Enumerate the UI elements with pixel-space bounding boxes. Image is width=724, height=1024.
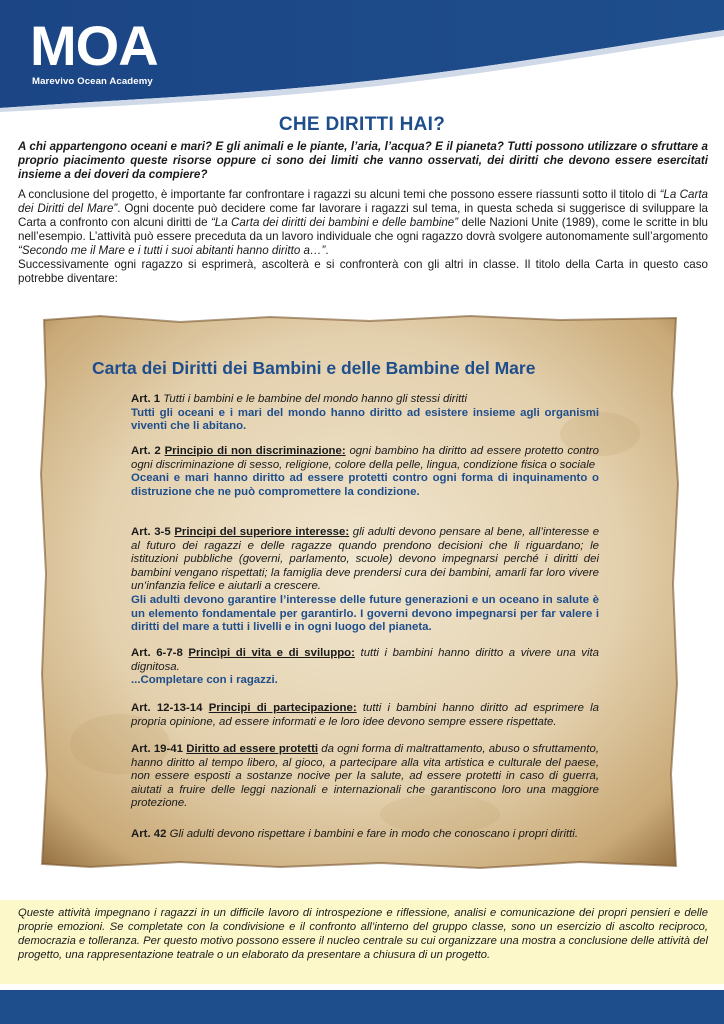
article-text: tutti i bambini hanno diritto ad esprimere la propria opinione, ad essere informati e le loro idee devono sempre essere rispettate. <box>131 702 600 728</box>
article-heading: Principi del superiore interesse: <box>174 526 350 538</box>
article-text: gli adulti devono pensare al bene, all’interesse e al futuro dei ragazzi e delle ragazze quando prendono decisioni che li riguardano; le istituzioni pubbliche (governi, parlamento, scuole) devono impegnarsi perché i diritti dei bambini vengano rispettati; la famiglia deve prendersi cura dei bambini, amarli far loro vivere un’infanzia felice e aiutarli a crescere. <box>131 526 600 593</box>
page-title: CHE DIRITTI HAI? <box>278 114 446 135</box>
article-number: Art. 2 <box>131 445 161 457</box>
intro-emphasis: “La Carta dei Diritti del Mare” <box>18 188 708 215</box>
article-number: Art. 1 <box>131 393 161 405</box>
charter-article-19-41 <box>131 743 599 811</box>
article-text: Tutti i bambini e le bambine del mondo hanno gli stessi diritti <box>163 393 467 405</box>
article-text: da ogni forma di maltrattamento, abuso o sfruttamento, hanno diritto al tempo libero, al gioco, a partecipare alla vita artistica e culturale del paese, non essere esposti a sostanze nocive per la salute, ad essere protetti in caso di guerra, aiutati a fruire delle leggi nazionali e internazionali che garantiscono loro una maggiore protezione. <box>131 743 600 810</box>
article-text: tutti i bambini hanno diritto a vivere una vita dignitosa. <box>131 647 599 673</box>
charter-article-2 <box>131 445 599 499</box>
article-heading: Princìpi di vita e di sviluppo: <box>188 647 355 659</box>
charter-article-42 <box>131 828 599 842</box>
logo-subtitle: Marevivo Ocean Academy <box>32 76 153 87</box>
article-sea-right: Oceani e mari hanno diritto ad essere protetti contro ogni forma di inquinamento o distruzione che ne può compromettere la condizione. <box>131 472 599 498</box>
article-heading: Diritto ad essere protetti <box>186 743 319 755</box>
logo-text: MOA <box>30 14 158 77</box>
intro-emphasis: “Secondo me il Mare e i tutti i suoi abitanti hanno diritto a…” <box>18 244 326 257</box>
article-sea-right: ...Completare con i ragazzi. <box>131 674 278 687</box>
intro-paragraph-1 <box>18 188 708 258</box>
intro-emphasis: “La Carta dei diritti dei bambini e delle bambine” <box>210 216 459 229</box>
charter-article-12-13-14 <box>131 702 599 729</box>
intro-text: delle Nazioni Unite (1989), come le scritte in blu nell’esempio. L’attività può essere preceduta da un lavoro individuale che ogni ragazzo dovrà svolgere autonomamente sull’argomento <box>18 216 708 243</box>
article-sea-right: Tutti gli oceani e i mari del mondo hanno diritto ad esistere insieme agli organismi viventi che li abitano. <box>131 406 599 433</box>
intro-text: . Ogni docente può decidere come far lavorare i ragazzi sul tema, in questa scheda si suggerisce di sviluppare la Carta a confronto con alcuni diritti de <box>18 202 708 229</box>
intro-paragraph-2: Successivamente ogni ragazzo si esprimerà, ascolterà e si confronterà con gli altri in classe. Il titolo della Carta in questo caso potrebbe diventare: <box>18 258 708 285</box>
article-number: Art. 12-13-14 <box>131 702 203 714</box>
article-text: Gli adulti devono rispettare i bambini e fare in modo che conoscano i propri diritti. <box>169 828 579 840</box>
article-sea-right: Gli adulti devono garantire l’interesse delle future generazioni e un oceano in salute è un elemento fondamentale per garantirlo. I governi devono impegnarsi per far valere i diritti del mare a tutti i livelli e in ogni luogo del pianeta. <box>131 593 599 634</box>
article-number: Art. 19-41 <box>131 743 183 755</box>
footer-bar <box>0 990 724 1024</box>
charter-article-3-5 <box>131 526 599 635</box>
article-number: Art. 3-5 <box>131 526 171 538</box>
logo <box>30 14 180 90</box>
header-banner <box>0 0 724 112</box>
charter-title: Carta dei Diritti dei Bambini e delle Bambine del Mare <box>92 358 536 378</box>
intro-text: A conclusione del progetto, è importante far confrontare i ragazzi su alcuni temi che possono essere riassunti sotto il titolo di <box>18 188 660 201</box>
article-text: ogni bambino ha diritto ad essere protetto contro ogni discriminazione di sesso, religione, colore della pelle, lingua, condizione fisica o sociale <box>131 445 599 471</box>
article-heading: Principio di non discriminazione: <box>164 445 346 457</box>
article-number: Art. 42 <box>131 828 167 840</box>
article-heading: Principi di partecipazione: <box>208 702 357 714</box>
charter-article-1 <box>131 393 599 434</box>
intro-text: . <box>325 244 329 257</box>
charter-article-6-7-8 <box>131 647 599 688</box>
bottom-note-text: Queste attività impegnano i ragazzi in un difficile lavoro di introspezione e riflessione, analisi e comunicazione dei propri pensieri e delle proprie emozioni. Se completate con la condivisione e il confronto all’interno del gruppo classe, sono un esercizio di ascolto reciproco, democrazia e tolleranza. Per questo motivo possono essere il nucleo centrale su cui organizzare una mostra a conclusione delle attività del progetto, una rappresentazione teatrale o un elaborato da presentare a chiusura di un progetto. <box>18 907 708 961</box>
article-number: Art. 6-7-8 <box>131 647 183 659</box>
intro-body <box>18 188 708 286</box>
intro-question: A chi appartengono oceani e mari? E gli animali e le piante, l’aria, l’acqua? E il pianeta? Tutti possono utilizzare o sfruttare a proprio piacimento queste risorse oppure ci sono dei limiti che vanno osservati, dei diritti che devono essere esercitati insieme a dei doveri da compiere? <box>18 140 708 181</box>
